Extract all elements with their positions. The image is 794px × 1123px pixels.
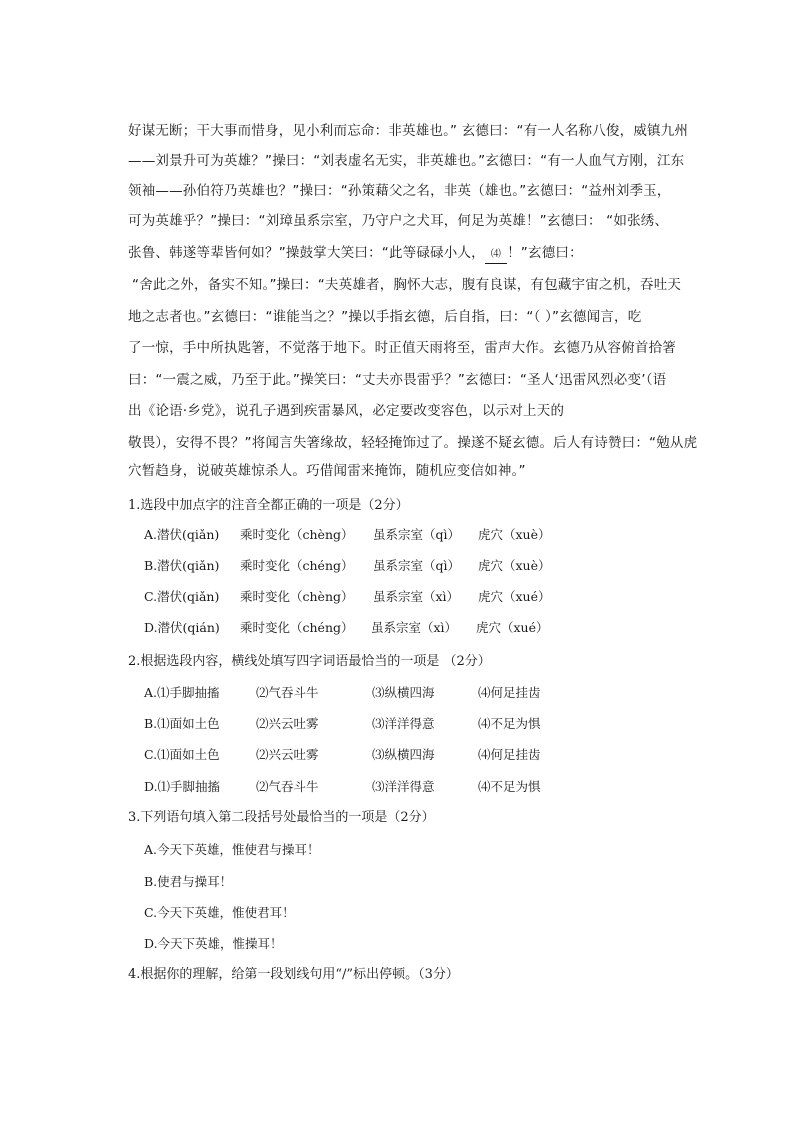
question-3-stem: 3.下列语句填入第二段括号处最恰当的一项是（2分） <box>128 810 435 825</box>
q3-option-d: D.今天下英雄，惟操耳！ <box>144 936 283 951</box>
q1-option-b-4: 虎穴（xuè） <box>478 558 551 573</box>
q2-option-a-4: ⑷何足挂齿 <box>478 685 541 700</box>
q1-option-d-2: 乘时变化（chéng） <box>240 620 354 635</box>
q1-option-c-4: 虎穴（xué） <box>478 589 551 604</box>
q2-option-b-4: ⑷不足为惧 <box>478 716 541 731</box>
q1-option-a-1: A.潜伏(qiǎn) <box>144 527 220 542</box>
q2-option-b-1: B.⑴面如土色 <box>144 716 220 731</box>
q2-option-a-3: ⑶纵横四海 <box>372 685 435 700</box>
q1-option-a-2: 乘时变化（chèng） <box>240 527 354 542</box>
passage-line: 领袖——孙伯符乃英雄也？”操曰：“孙策藉父之名，非英（雄也。”玄德曰：“益州刘季玉， <box>128 183 671 199</box>
passage-line: 了一惊，手中所执匙箸，不觉落于地下。时正值天雨将至，雷声大作。玄德乃从容俯首拾箸 <box>128 340 676 356</box>
q1-option-c-2: 乘时变化（chèng） <box>240 589 354 604</box>
q1-option-c-3: 虽系宗室（xì） <box>373 589 460 604</box>
q1-option-d-1: D.潜伏(qián) <box>144 620 220 635</box>
passage-line: 敬畏），安得不畏？”将闻言失箸缘故，轻轻掩饰过了。操遂不疑玄德。后人有诗赞曰：“勉从虎 <box>128 435 698 451</box>
passage-line: ——刘景升可为英雄？”操曰：“刘表虚名无实，非英雄也。”玄德曰：“有一人血气方刚，江东 <box>128 153 685 169</box>
passage-line: 穴暂趋身，说破英雄惊杀人。巧借闻雷来掩饰，随机应变信如神。” <box>128 463 526 479</box>
q2-option-a-2: ⑵气吞斗牛 <box>256 685 319 700</box>
q1-option-b-2: 乘时变化（chéng） <box>240 558 354 573</box>
q1-option-d-3: 虽系宗室（xì） <box>371 620 458 635</box>
q3-option-b: B.使君与操耳！ <box>144 874 233 889</box>
q2-option-a-1: A.⑴手脚抽搐 <box>144 685 220 700</box>
passage-text: ！”玄德曰： <box>507 245 583 261</box>
q1-option-b-1: B.潜伏(qiǎn) <box>144 558 220 573</box>
question-1-stem: 1.选段中加点字的注音全都正确的一项是（2分） <box>128 498 409 513</box>
passage-line: 曰：“一震之威，乃至于此。”操笑曰：“丈夫亦畏雷乎？”玄德曰：“圣人‘迅雷风烈必变’（语 <box>128 372 667 388</box>
q1-option-a-4: 虎穴（xuè） <box>478 527 551 542</box>
q1-option-d-4: 虎穴（xué） <box>476 620 549 635</box>
fill-blank[interactable]: ⑷ <box>485 247 507 264</box>
q2-option-c-3: ⑶纵横四海 <box>372 747 435 762</box>
q2-option-d-2: ⑵气吞斗牛 <box>256 779 319 794</box>
passage-text: 张鲁、韩遂等辈皆何如？”操鼓掌大笑曰：“此等碌碌小人， <box>128 245 485 261</box>
passage-line: 出《论语·乡党》，说孔子遇到疾雷暴风，必定要改变容色，以示对上天的 <box>128 403 565 419</box>
q3-option-a: A.今天下英雄，惟使君与操耳！ <box>144 842 320 857</box>
q2-option-d-4: ⑷不足为惧 <box>478 779 541 794</box>
passage-line: 好谋无断；干大事而惜身，见小利而忘命：非英雄也。” 玄德曰：“有一人名称八俊，威镇九州 <box>128 123 689 139</box>
q2-option-d-3: ⑶洋洋得意 <box>372 779 435 794</box>
q1-option-a-3: 虽系宗室（qì） <box>373 527 460 542</box>
passage-line: 地之志者也。”玄德曰：“谁能当之？”操以手指玄德，后自指，曰：“（ ）”玄德闻言，吃 <box>128 309 642 325</box>
q2-option-c-2: ⑵兴云吐雾 <box>256 747 319 762</box>
q2-option-c-1: C.⑴面如土色 <box>144 747 220 762</box>
q2-option-c-4: ⑷何足挂齿 <box>478 747 541 762</box>
question-2-stem: 2.根据选段内容，横线处填写四字词语最恰当的一项是 （2分） <box>128 654 491 669</box>
question-4-stem: 4.根据你的理解，给第一段划线句用“/”标出停顿。（3分） <box>128 967 459 982</box>
q2-option-d-1: D.⑴手脚抽搐 <box>144 779 221 794</box>
q2-option-b-3: ⑶洋洋得意 <box>372 716 435 731</box>
q2-option-b-2: ⑵兴云吐雾 <box>256 716 319 731</box>
q1-option-c-1: C.潜伏(qiǎn) <box>144 589 220 604</box>
passage-line <box>128 244 583 264</box>
q3-option-c: C.今天下英雄，惟使君耳！ <box>144 905 295 920</box>
q1-option-b-3: 虽系宗室（qì） <box>373 558 460 573</box>
passage-line: “舍此之外，备实不知。”操曰：“夫英雄者，胸怀大志，腹有良谋，有包藏宇宙之机，吞吐天 <box>132 277 682 293</box>
passage-line: 可为英雄乎？”操曰：“刘璋虽系宗室，乃守户之犬耳，何足为英雄！”玄德曰： “如张绣、 <box>128 213 669 229</box>
